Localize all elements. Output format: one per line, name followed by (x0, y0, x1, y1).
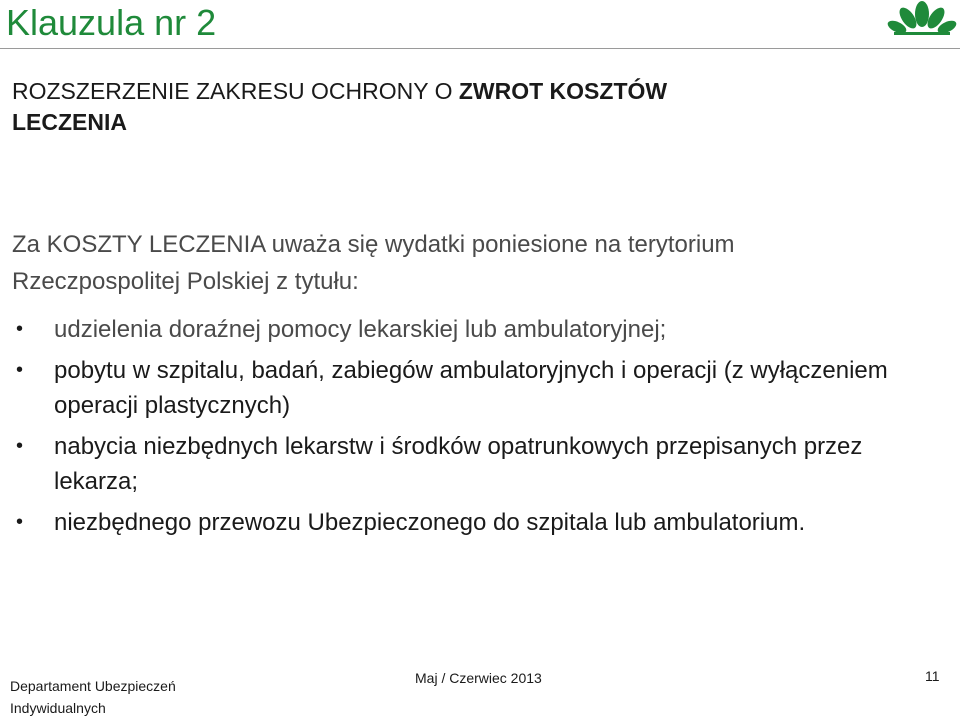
bullet-icon: • (16, 318, 24, 340)
bullet-icon: • (16, 359, 24, 381)
footer-department: Departament Ubezpieczeń Indywidualnych (10, 678, 176, 716)
intro-line-2: Rzeczpospolitej Polskiej z tytułu: (12, 268, 359, 295)
bullet-text: niezbędnego przewozu Ubezpieczonego do szpitala lub ambulatorium. (54, 509, 806, 536)
list-item (0, 429, 950, 499)
slide-subtitle (12, 76, 912, 138)
footer-date: Maj / Czerwiec 2013 (415, 670, 542, 686)
intro-line-1: Za KOSZTY LECZENIA uważa się wydatki poniesione na terytorium (12, 231, 735, 258)
bullet-text: nabycia niezbędnych lekarstw i środków opatrunkowych przepisanych przez lekarza; (54, 433, 863, 495)
subtitle-bold-1: ZWROT KOSZTÓW (458, 78, 668, 104)
bullet-list (0, 312, 950, 546)
intro-paragraph (12, 226, 952, 300)
list-item (0, 505, 950, 540)
slide-title: Klauzula nr 2 (6, 2, 217, 43)
bullet-text: pobytu w szpitalu, badań, zabiegów ambulatoryjnych i operacji (z wyłączeniem operacji plastycznych) (54, 357, 888, 419)
subtitle-bold-2: LECZENIA (12, 109, 127, 135)
subtitle-normal: ROZSZERZENIE ZAKRESU OCHRONY O (12, 78, 459, 104)
bullet-icon: • (16, 511, 24, 533)
bullet-icon: • (16, 435, 24, 457)
bullet-text: udzielenia doraźnej pomocy lekarskiej lub ambulatoryjnej; (54, 316, 667, 343)
page-number: 11 (925, 668, 940, 684)
green-fan-logo-icon (886, 0, 958, 40)
list-item (0, 312, 950, 347)
list-item (0, 353, 950, 423)
title-divider (0, 48, 960, 49)
